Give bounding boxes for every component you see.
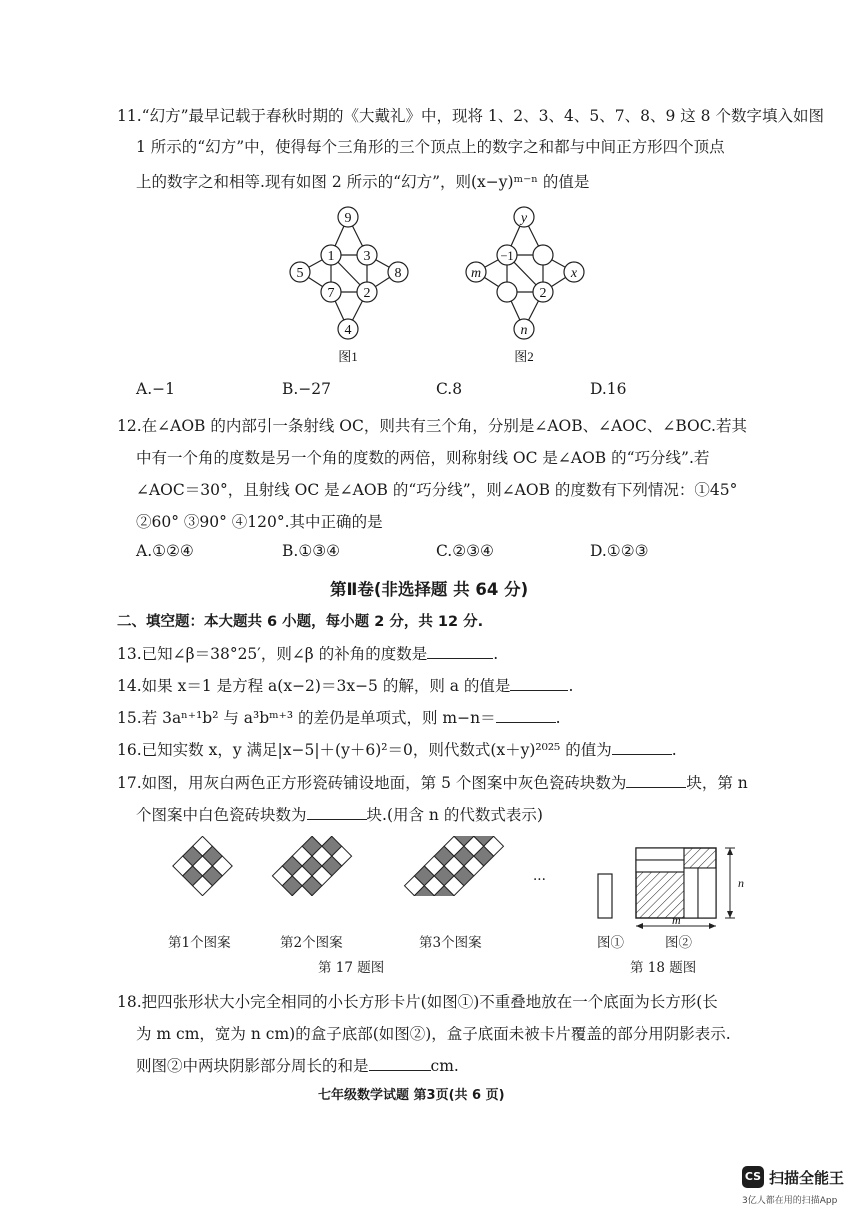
q17-line2-text: 个图案中白色瓷砖块数为 (136, 806, 307, 824)
fig1-ul-num: 1 (327, 249, 335, 264)
q11-line1: 11.“幻方”最早记载于春秋时期的《大戴礼》中，现将 1、2、3、4、5、7、8、9 这 8 个数字填入如图 (117, 107, 824, 125)
q12-line1: 12.在∠AOB 的内部引一条射线 OC，则共有三个角，分别是∠AOB、∠AOC、∠BOC.若其 (117, 417, 747, 435)
camscanner-logo-icon: CS (742, 1166, 764, 1188)
q13-text: 13.已知∠β＝38°25′，则∠β 的补角的度数是 . (117, 645, 499, 663)
q18-figure-caption: 第 18 题图 (630, 960, 697, 976)
magic-square-figure-2 (459, 203, 589, 368)
fig2-lr-num: 2 (539, 286, 547, 301)
watermark-brand: 扫描全能王 (769, 1169, 845, 1187)
q18-answer-blank[interactable] (369, 1056, 431, 1071)
pattern-2-label: 第2个图案 (280, 935, 343, 951)
q12-option-b: B.①③④ (282, 542, 341, 560)
fig2-top-var: y (520, 211, 528, 226)
q18-line3-text: 则图②中两块阴影部分周长的和是 (136, 1057, 369, 1075)
q17-line2 (136, 803, 543, 825)
q12-option-a: A.①②④ (136, 542, 194, 560)
q12-line4: ②60° ③90° ④120°.其中正确的是 (136, 513, 383, 531)
q11-option-b: B.−27 (282, 380, 332, 398)
q17-line2-tail: 块.(用含 n 的代数式表示) (366, 806, 543, 824)
page-footer: 七年级数学试题 第3页(共 6 页) (318, 1088, 505, 1103)
q18-line2: 为 m cm，宽为 n cm)的盒子底部(如图②)，盒子底面未被卡片覆盖的部分用阴影表示. (136, 1025, 731, 1043)
tile-pattern-1 (155, 836, 250, 896)
q17-figure-caption: 第 17 题图 (318, 960, 385, 976)
q11-line2: 1 所示的“幻方”中，使得每个三角形的三个顶点上的数字之和都与中间正方形四个顶点 (136, 138, 725, 156)
q14-text: 14.如果 x＝1 是方程 a(x−2)＝3x−5 的解，则 a 的值是 . (117, 677, 574, 695)
fig2-bottom-var: n (520, 323, 528, 338)
pattern-3-label: 第3个图案 (419, 935, 482, 951)
fig1-lr-num: 2 (363, 286, 371, 301)
fill-in-header: 二、填空题：本大题共 6 小题，每小题 2 分，共 12 分. (117, 614, 484, 630)
q12-line2: 中有一个角的度数是另一个角的度数的两倍，则称射线 OC 是∠AOB 的“巧分线”.若 (136, 449, 710, 467)
q13-answer-blank[interactable] (427, 644, 493, 659)
watermark-tagline: 3亿人都在用的扫描App (742, 1196, 838, 1206)
fig2-left-var: m (470, 266, 482, 281)
q16-stem: 16.已知实数 x，y 满足|x−5|＋(y＋6)²＝0，则代数式(x＋y)²⁰²⁵ 的值为 (117, 741, 612, 759)
pattern-1-label: 第1个图案 (168, 935, 231, 951)
fig1-ll-num: 7 (327, 286, 335, 301)
q15-text: 15.若 3aⁿ⁺¹b² 与 a³bᵐ⁺³ 的差仍是单项式，则 m−n＝ . (117, 709, 561, 727)
q11-option-d: D.16 (590, 380, 627, 398)
q12-option-d: D.①②③ (590, 542, 649, 560)
fig1-top-num: 9 (344, 211, 352, 226)
tile-pattern-3 (378, 836, 530, 896)
q11-option-a: A.−1 (136, 380, 175, 398)
section-title: 第Ⅱ卷(非选择题 共 64 分) (330, 580, 529, 599)
q18-line3 (136, 1054, 459, 1076)
q11-option-c: C.8 (436, 380, 463, 398)
q17-line1 (117, 771, 748, 793)
q13-stem: 13.已知∠β＝38°25′，则∠β 的补角的度数是 (117, 645, 428, 663)
q18-line3-tail: cm. (430, 1057, 459, 1075)
fig2-ul-num: −1 (500, 249, 514, 263)
fig2-right-var: x (570, 266, 578, 281)
q16-text: 16.已知实数 x，y 满足|x−5|＋(y＋6)²＝0，则代数式(x＋y)²⁰²⁵ 的值为 . (117, 741, 677, 759)
fig1-right-num: 8 (394, 266, 402, 281)
q17-line1-text: 17.如图，用灰白两色正方形瓷砖铺设地面，第 5 个图案中灰色瓷砖块数为 (117, 774, 627, 792)
q18-fig2-label: 图② (665, 935, 692, 951)
q17-line1-tail: 块，第 n (686, 774, 748, 792)
fig2-caption: 图2 (514, 349, 534, 364)
q18-line1: 18.把四张形状大小完全相同的小长方形卡片(如图①)不重叠地放在一个底面为长方形(长 (117, 993, 718, 1011)
q15-stem: 15.若 3aⁿ⁺¹b² 与 a³bᵐ⁺³ 的差仍是单项式，则 m−n＝ (117, 709, 496, 727)
fig1-bottom-num: 4 (344, 323, 352, 338)
q14-answer-blank[interactable] (510, 676, 568, 691)
q18-fig1-label: 图① (597, 935, 624, 951)
magic-square-figure-1 (283, 203, 413, 368)
q18-figure (592, 838, 752, 938)
q12-option-c: C.②③④ (436, 542, 494, 560)
q12-line3: ∠AOC＝30°，且射线 OC 是∠AOB 的“巧分线”，则∠AOB 的度数有下列情况：①45° (136, 481, 738, 499)
q17-answer-blank-1[interactable] (626, 773, 686, 788)
pattern-ellipsis: ··· (533, 872, 546, 888)
q18-dim-n: n (738, 876, 744, 890)
q18-dim-m: m (672, 913, 681, 927)
fig1-left-num: 5 (296, 266, 304, 281)
tile-pattern-2 (252, 836, 372, 896)
fig1-caption: 图1 (338, 349, 358, 364)
q16-answer-blank[interactable] (612, 740, 672, 755)
q15-answer-blank[interactable] (496, 708, 556, 723)
q14-stem: 14.如果 x＝1 是方程 a(x−2)＝3x−5 的解，则 a 的值是 (117, 677, 511, 695)
q17-answer-blank-2[interactable] (307, 805, 367, 820)
fig1-ur-num: 3 (363, 249, 371, 264)
q11-line3: 上的数字之和相等.现有如图 2 所示的“幻方”，则(x−y)ᵐ⁻ⁿ 的值是 (136, 173, 590, 191)
